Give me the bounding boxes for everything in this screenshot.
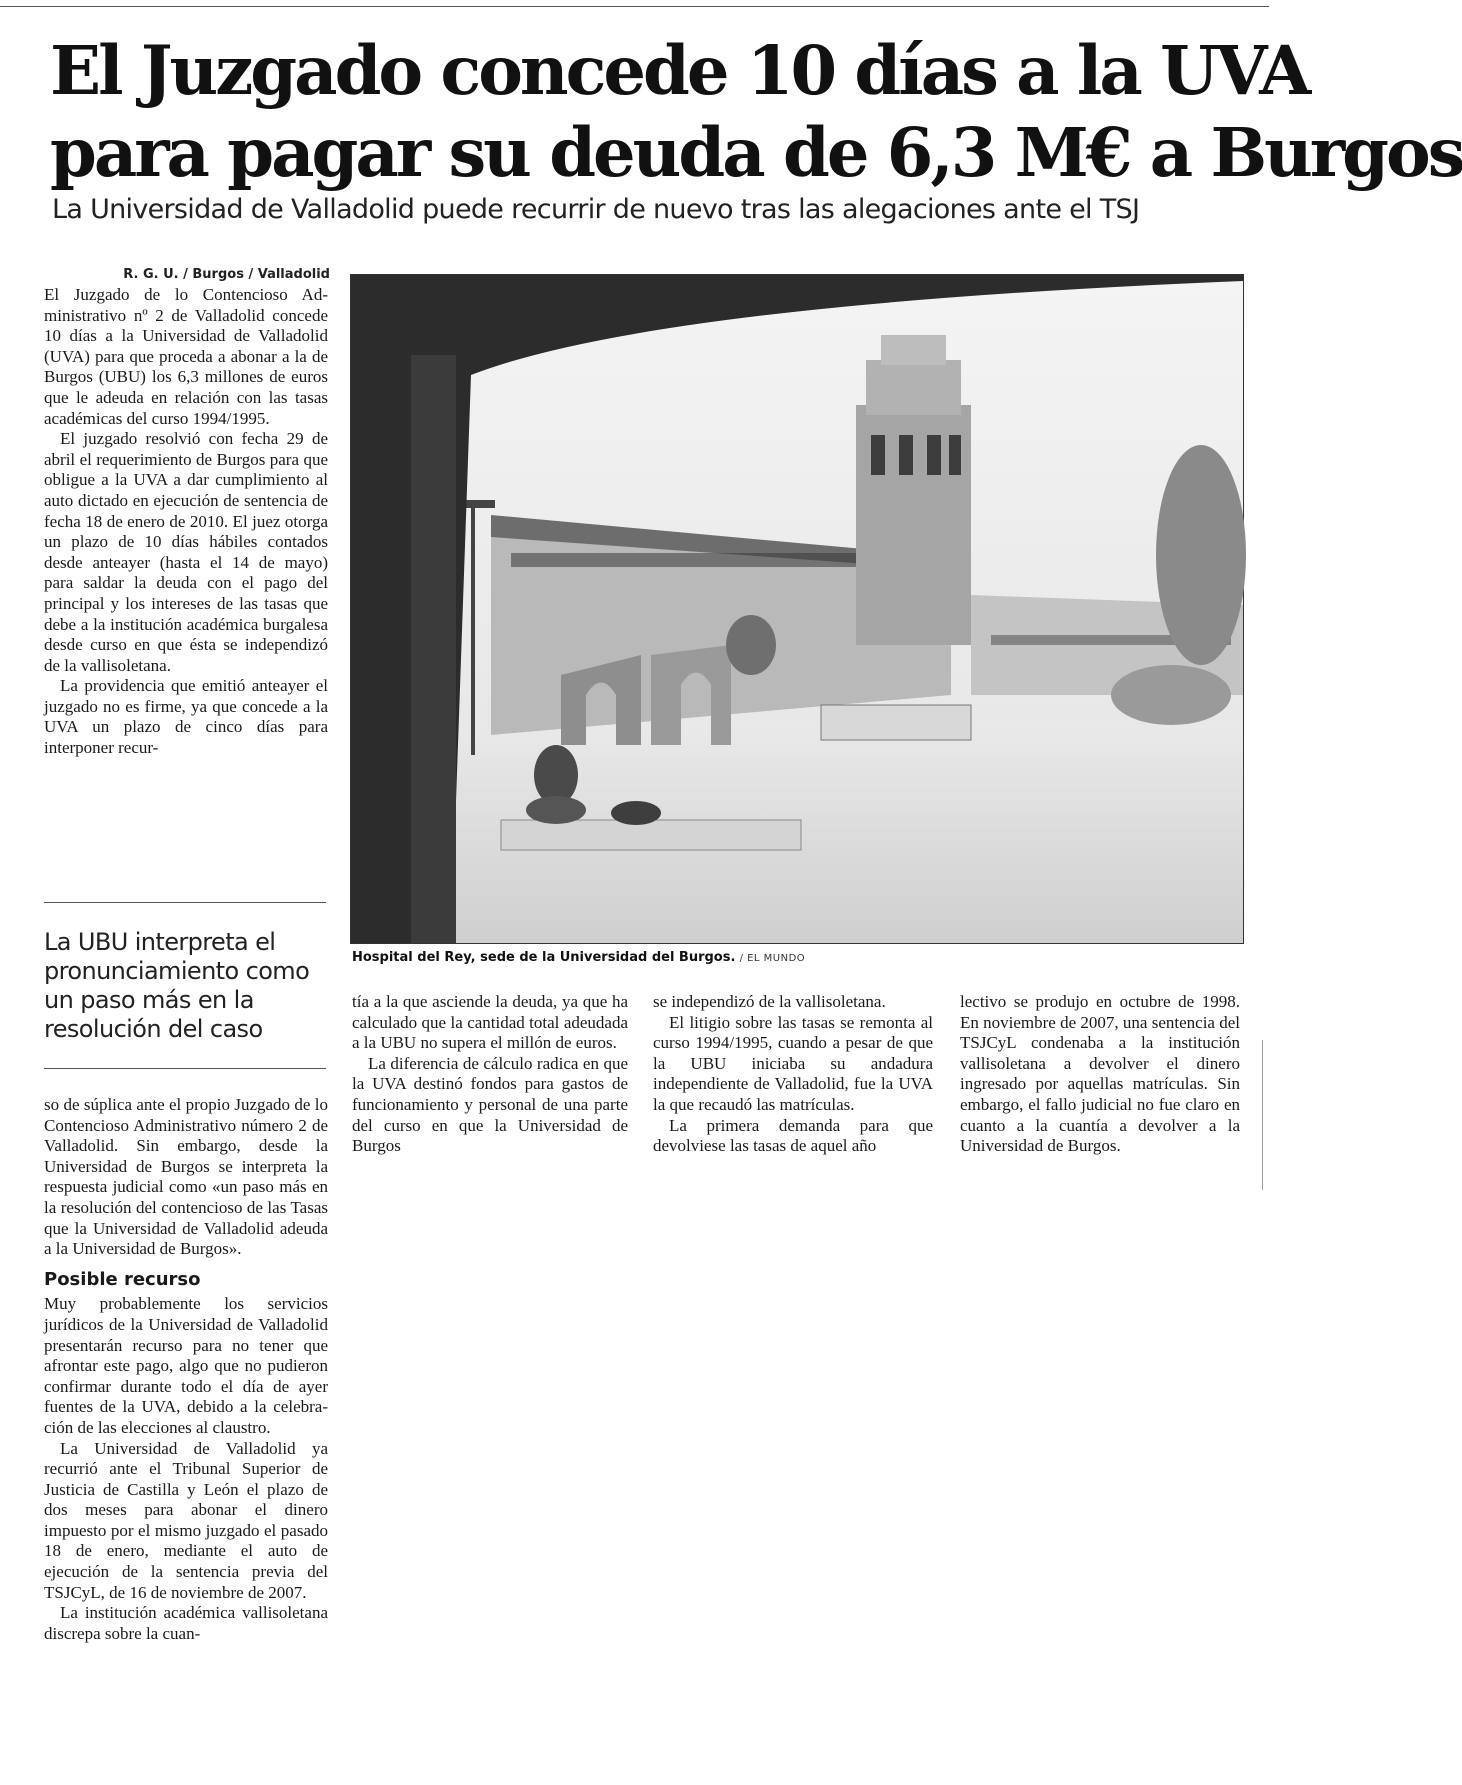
photo-credit: / EL MUNDO xyxy=(739,953,806,964)
margin-rule xyxy=(1262,1040,1263,1190)
caption-text: Hospital del Rey, sede de la Universidad del Burgos. xyxy=(352,950,736,965)
headline-line-2: para pagar su deuda de 6,3 M€ a Burgos xyxy=(50,113,1462,192)
article-column-2 xyxy=(352,992,628,1157)
photo-caption xyxy=(352,950,1152,965)
hospital-del-rey-photo xyxy=(351,275,1243,943)
headline-line-1: El Juzgado concede 10 días a la UVA xyxy=(50,31,1309,110)
paragraph: lectivo se produjo en octubre de 1998. En noviembre de 2007, una sentencia del TSJCyL condenaba a la institución vallisoletana a devolver el dinero ingresado por aquellas matrículas. Sin embargo, el fallo judicial no fue claro en cuanto a la cuantía a devolver a la Universidad de Burgos. xyxy=(960,992,1240,1156)
pullquote-bottom-rule xyxy=(44,1068,326,1069)
pullquote: La UBU interpreta el pronunciamiento como un paso más en la resolución del caso xyxy=(44,928,310,1043)
article-column-4 xyxy=(960,992,1240,1157)
headline xyxy=(50,30,1462,194)
article-column-1-bottom xyxy=(44,1095,328,1644)
paragraph: El litigio sobre las tasas se remonta al curso 1994/1995, cuando a pesar de que la UBU iniciaba su andadura independiente de Valladolid, fue la UVA la que recaudó las matrículas. xyxy=(653,1012,933,1114)
pullquote-top-rule xyxy=(44,902,326,903)
paragraph: La Universidad de Valladolid ya recurrió ante el Tribunal Superior de Justicia de Castilla y León el plazo de dos meses para abonar el dinero impuesto por el mismo juzgado el pasado 18 de enero, mediante el auto de ejecución de la sentencia previa del TSJCyL, de 16 de noviembre de 2007. xyxy=(44,1438,328,1602)
article-column-1-top xyxy=(44,285,328,759)
subheadline: La Universidad de Valladolid puede recurrir de nuevo tras las alegaciones ante el TSJ xyxy=(52,194,1140,225)
article-column-3 xyxy=(653,992,933,1157)
paragraph: La diferencia de cálculo radica en que la UVA destinó fondos para gastos de funcionamiento y personal de una parte del curso en que la Universidad de Burgos xyxy=(352,1053,628,1156)
paragraph: tía a la que asciende la deuda, ya que ha calculado que la cantidad total adeudada a la UBU no supera el millón de euros. xyxy=(352,992,628,1053)
section-subtitle: Posible recurso xyxy=(44,1268,201,1290)
byline: R. G. U. / Burgos / Valladolid xyxy=(123,267,330,282)
top-rule xyxy=(0,6,1269,7)
article-photo xyxy=(350,274,1244,944)
paragraph: La providencia que emitió anteayer el juzgado no es firme, ya que concede a la UVA un plazo de cinco días para interponer recur- xyxy=(44,676,328,758)
paragraph: El juzgado resolvió con fecha 29 de abril el requerimiento de Burgos para que obligue a la UVA a dar cumplimiento al auto dictado en ejecución de sentencia de fecha 18 de enero de 2010. El juez otorga un plazo de 10 días hábiles contados desde anteayer (hasta el 14 de mayo) para saldar la deuda con el pago del principal y los intereses de las tasas que debe a la institución académica burgalesa desde curso en que ésta se independizó de la vallisoletana. xyxy=(44,429,328,675)
paragraph: La primera demanda para que devolviese las tasas de aquel año xyxy=(653,1115,933,1156)
paragraph: so de súplica ante el propio Juzgado de lo Contencioso Administrativo número 2 de Valladolid. Sin embargo, desde la Universidad de Burgos se interpreta la respuesta judicial como «un paso más en la resolución del contencioso de las Tasas que la Universidad de Valladolid adeuda a la Universidad de Burgos». xyxy=(44,1095,328,1259)
paragraph: El Juzgado de lo Contencioso Administrativo nº 2 de Valladolid concede 10 días a la Universidad de Valladolid (UVA) para que proceda a abonar a la de Burgos (UBU) los 6,3 millones de euros que le adeuda en relación con las tasas académicas del curso 1994/1995. xyxy=(44,285,328,428)
paragraph: Muy probablemente los servicios jurídicos de la Universidad de Valladolid presentarán recurso para no tener que afrontar este pago, algo que no pudieron confirmar durante todo el día de ayer fuentes de la UVA, debido a la celebración de las elecciones al claustro. xyxy=(44,1294,328,1437)
paragraph: La institución académica vallisoletana discrepa sobre la cuan- xyxy=(44,1603,328,1643)
paragraph: se independizó de la vallisoletana. xyxy=(653,992,886,1011)
